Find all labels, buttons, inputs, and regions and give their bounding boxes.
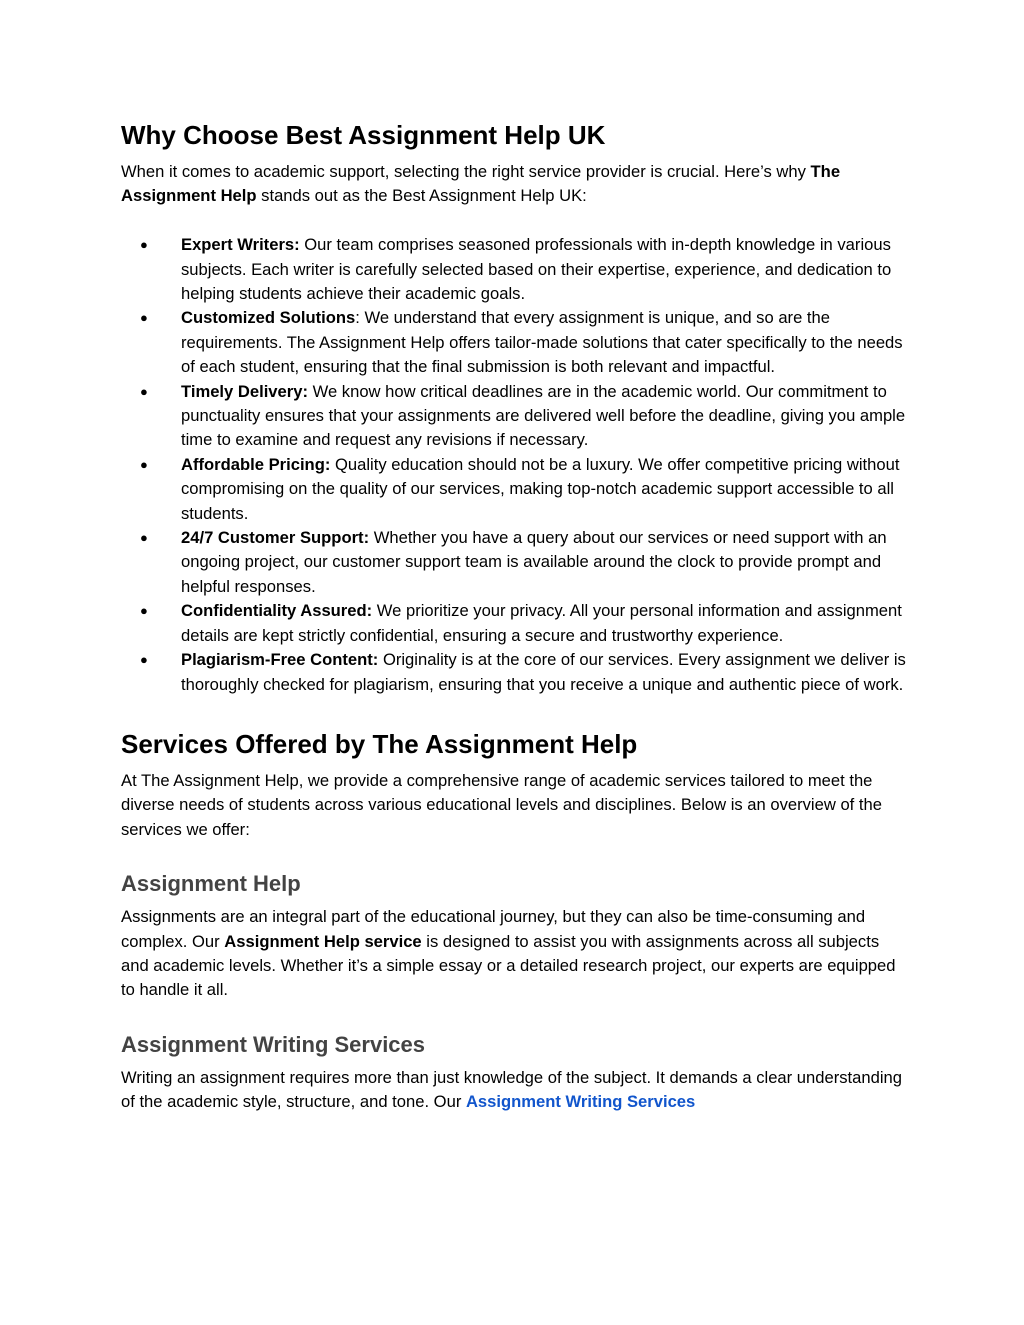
bullet-icon: ●	[140, 603, 148, 619]
bullet-icon: ●	[140, 310, 148, 326]
subheading-writing-services: Assignment Writing Services	[121, 1031, 426, 1057]
list-item: ● Confidentiality Assured: We prioritize your privacy. All your personal information and assignment details are kept strictly confidential, ensuring a secure and trustworthy experience.	[140, 601, 902, 645]
list-item: ● Expert Writers: Our team comprises seasoned professionals with in-depth knowledge in various subjects. Each writer is carefully selected based on their expertise, experience, and dedication to helping students achieve their academic goals.	[140, 235, 892, 304]
bullet-icon: ●	[140, 530, 148, 546]
list-item: ● Timely Delivery: We know how critical deadlines are in the academic world. Our commitment to punctuality ensures that your assignments are delivered well before the deadline, giving you ample time to examine and request any revisions if necessary.	[140, 381, 906, 450]
bullet-icon: ●	[140, 383, 148, 399]
writing-services-paragraph: Writing an assignment requires more than just knowledge of the subject. It demands a clear understanding of the academic style, structure, and tone. Our Assignment Writing Services	[121, 1067, 902, 1112]
bullet-icon: ●	[140, 237, 148, 253]
list-item: ● 24/7 Customer Support: Whether you have a query about our services or need support with an ongoing project, our customer support team is available around the clock to provide prompt and helpful responses.	[140, 528, 887, 596]
list-item: ● Customized Solutions: We understand that every assignment is unique, and so are the requirements. The Assignment Help offers tailor-made solutions that cater specifically to the needs of each student, ensuring that the final submission is both relevant and impactful.	[140, 308, 903, 377]
section-heading-why-choose: Why Choose Best Assignment Help UK	[121, 120, 606, 150]
bullet-icon: ●	[140, 652, 148, 668]
assignment-help-paragraph: Assignments are an integral part of the educational journey, but they can also be time-consuming and complex. Our Assignment Help service is designed to assist you with assignments across all subjects and academic levels. Whether it’s a simple essay or a detailed research project, our experts are equipped to handle it all.	[121, 907, 896, 1000]
features-list	[121, 233, 911, 697]
subheading-assignment-help: Assignment Help	[121, 871, 301, 897]
list-item: ● Plagiarism-Free Content: Originality is at the core of our services. Every assignment we deliver is thoroughly checked for plagiarism, ensuring that you receive a unique and authentic piece of work.	[140, 650, 906, 694]
why-choose-intro: When it comes to academic support, selecting the right service provider is crucial. Here’s why The Assignment Help stands out as the Best Assignment Help UK:	[121, 162, 841, 206]
services-intro: At The Assignment Help, we provide a comprehensive range of academic services tailored to meet the diverse needs of students across various educational levels and disciplines. Below is an overview of the services we offer:	[121, 770, 882, 839]
assignment-writing-services-link[interactable]: Assignment Writing Services	[465, 1092, 696, 1112]
list-item: ● Affordable Pricing: Quality education should not be a luxury. We offer competitive pricing without compromising on the quality of our services, making top-notch academic support accessible to all students.	[140, 454, 900, 523]
bullet-icon: ●	[140, 456, 148, 472]
document-page	[121, 118, 911, 1115]
brand-name: The Assignment Help	[121, 162, 841, 206]
section-heading-services: Services Offered by The Assignment Help	[121, 728, 638, 759]
service-name: Assignment Help service	[224, 931, 422, 951]
